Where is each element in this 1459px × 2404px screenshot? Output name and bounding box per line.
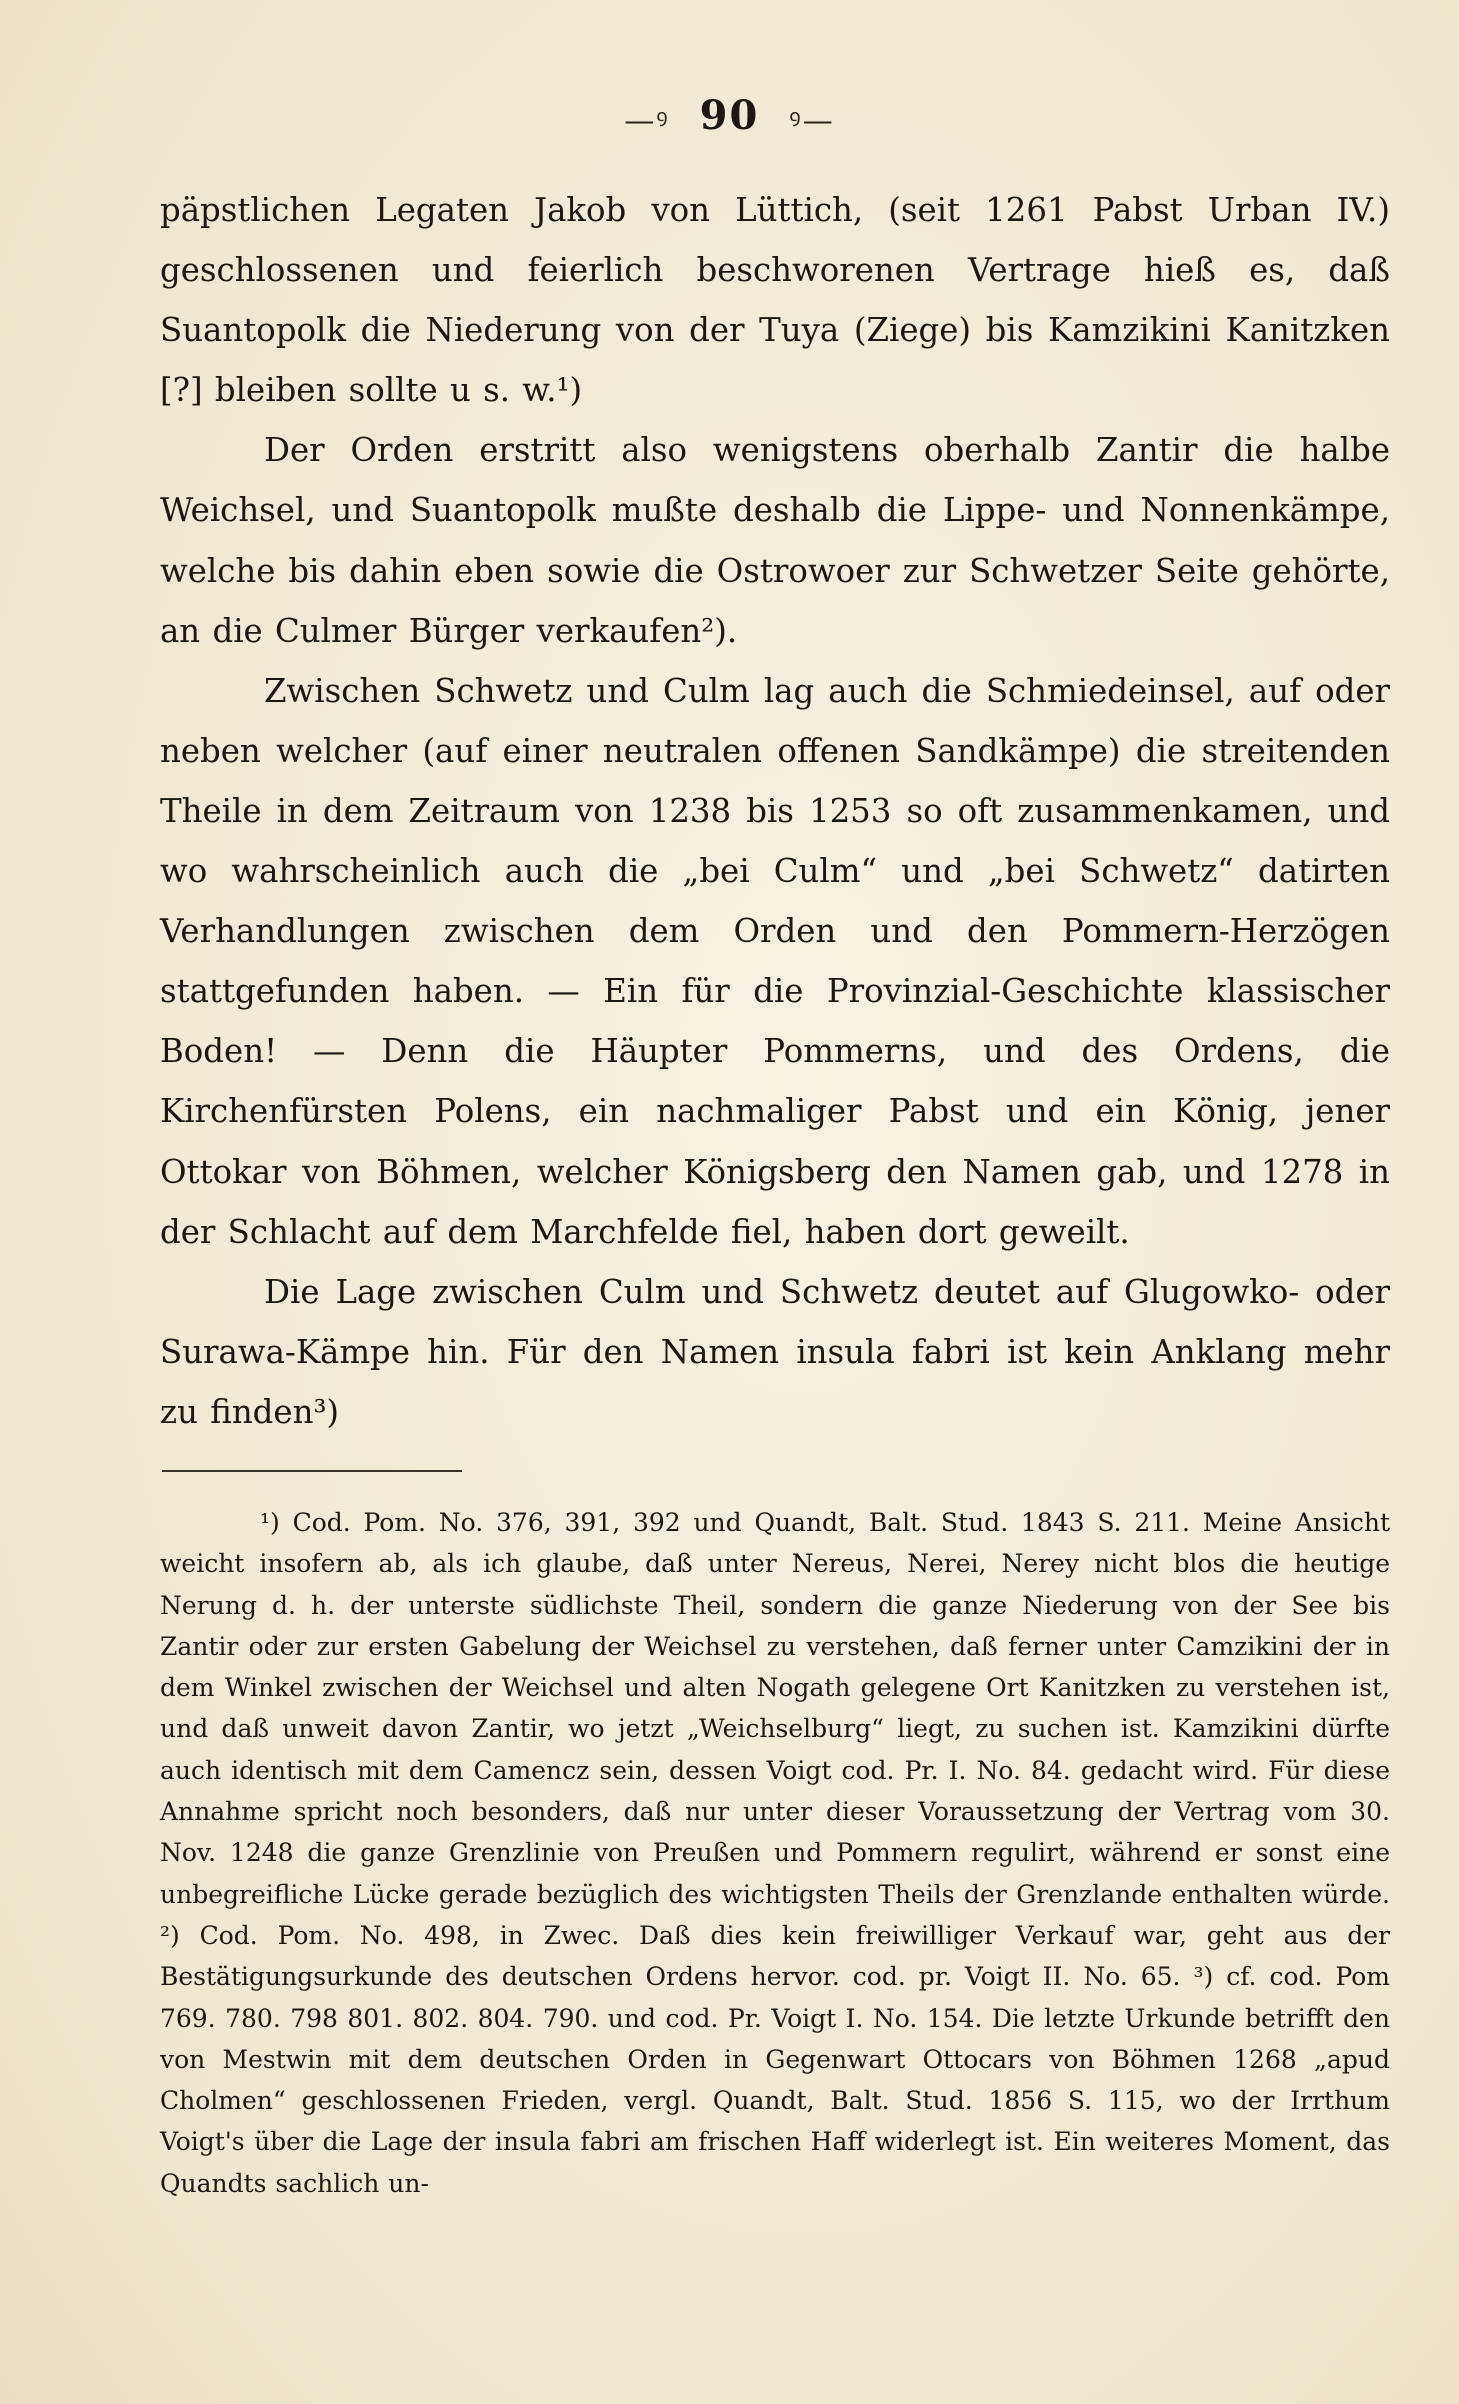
footnote-block: ¹) Cod. Pom. No. 376, 391, 392 und Quandt, Balt. Stud. 1843 S. 211. Meine Ansicht weicht insofern ab, als ich glaube, daß unter Nereus, Nerei, Nerey nicht blos die heutige Nerung d. h. der unterste südlichste Theil, sondern die ganze Niederung von der See bis Zantir oder zur ersten Gabelung der Weichsel zu verstehen, daß ferner unter Camzikini der in dem Winkel zwischen der Weichsel und alten Nogath gelegene Ort Kanitzken zu verstehen ist, und daß unweit davon Zantir, wo jetzt „Weichselburg“ liegt, zu suchen ist. Kamzikini dürfte auch identisch mit dem Camencz sein, dessen Voigt cod. Pr. I. No. 84. gedacht wird. Für diese Annahme spricht noch besonders, daß nur unter dieser Voraussetzung der Vertrag vom 30. Nov. 1248 die ganze Grenzlinie von Preußen und Pommern regulirt, während er sonst eine unbegreifliche Lücke gerade bezüglich des wichtigsten Theils der Grenzlande enthalten würde. ²) Cod. Pom. No. 498, in Zwec. Daß dies kein freiwilliger Verkauf war, geht aus der Bestätigungsurkunde des deutschen Ordens hervor. cod. pr. Voigt II. No. 65. ³) cf. cod. Pom 769. 780. 798 801. 802. 804. 790. und cod. Pr. Voigt I. No. 154. Die letzte Urkunde betrifft den von Mestwin mit dem deutschen Orden in Gegenwart Ottocars von Böhmen 1268 „apud Cholmen“ geschlossenen Frieden, vergl. Quandt, Balt. Stud. 1856 S. 115, wo der Irrthum Voigt's über die Lage der insula fabri am frischen Haff widerlegt ist. Ein weiteres Moment, das Quandts sachlich un-	[160, 1508, 1390, 2198]
paragraph-orden: Der Orden erstritt also wenigstens oberhalb Zantir die halbe Weichsel, und Suantopolk mußte deshalb die Lippe- und Nonnenkämpe, welche bis dahin eben sowie die Ostrowoer zur Schwetzer Seite gehörte, an die Culmer Bürger verkaufen²).	[160, 431, 1390, 650]
left-ornament: —ꝰ	[624, 103, 670, 139]
page-header	[0, 92, 1459, 140]
footnotes	[160, 1502, 1390, 2204]
main-text	[160, 180, 1390, 1442]
paragraph-continuation: päpstlichen Legaten Jakob von Lüttich, (seit 1261 Pabst Urban IV.) geschlossenen und feierlich beschworenen Vertrage hieß es, daß Suantopolk die Niederung von der Tuya (Ziege) bis Kamzikini Kanitzken [?] bleiben sollte u s. w.¹)	[160, 191, 1390, 410]
paragraph-schmiedeinsel: Zwischen Schwetz und Culm lag auch die Schmiedeinsel, auf oder neben welcher (auf einer neutralen offenen Sandkämpe) die streitenden Theile in dem Zeitraum von 1238 bis 1253 so oft zusammenkamen, und wo wahrscheinlich auch die „bei Culm“ und „bei Schwetz“ datirten Verhandlungen zwischen dem Orden und den Pommern-Herzögen stattgefunden haben. — Ein für die Provinzial-Geschichte klassischer Boden! — Denn die Häupter Pommerns, und des Ordens, die Kirchenfürsten Polens, ein nachmaliger Pabst und ein König, jener Ottokar von Böhmen, welcher Königsberg den Namen gab, und 1278 in der Schlacht auf dem Marchfelde fiel, haben dort geweilt.	[160, 671, 1390, 1251]
right-ornament: ꝰ—	[789, 103, 835, 139]
paragraph-lage: Die Lage zwischen Culm und Schwetz deutet auf Glugowko- oder Surawa-Kämpe hin. Für den Namen insula fabri ist kein Anklang mehr zu finden³)	[160, 1272, 1390, 1431]
page-number: 90	[699, 92, 760, 139]
footnote-divider	[162, 1470, 462, 1472]
